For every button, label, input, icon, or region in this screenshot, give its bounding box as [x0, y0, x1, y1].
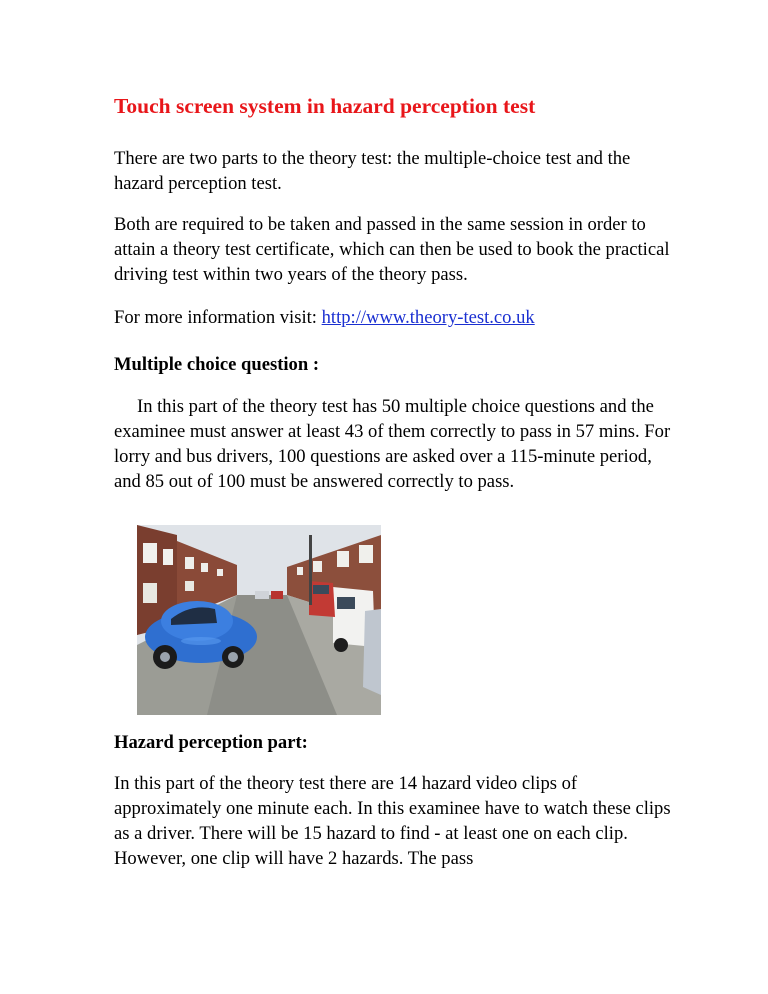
requirements-paragraph: Both are required to be taken and passed in the same session in order to attain a theory test certificate, which can then be used to book the practical driving test within two years of the theory pass.: [114, 214, 670, 285]
hazard-paragraph: In this part of the theory test there are 14 hazard video clips of approximately one minute each. In this examinee have to watch these clips as a driver. There will be 15 hazard to find - at least one on each clip. However, one clip will have 2 hazards. The pass: [114, 773, 671, 869]
street-scene-photo: [137, 525, 381, 715]
mcq-heading: Multiple choice question :: [114, 354, 320, 375]
mcq-body: In this part of the theory test has 50 multiple choice questions and the examinee must answer at least 43 of them correctly to pass in 57 mins. For lorry and bus drivers, 100 questions are asked over a 115-minute period, and 85 out of 100 must be answered correctly to pass.: [114, 396, 671, 492]
info-prefix: For more information visit:: [114, 307, 322, 328]
hazard-heading: Hazard perception part:: [114, 732, 308, 753]
intro-paragraph: There are two parts to the theory test: the multiple-choice test and the hazard perception test.: [114, 148, 631, 194]
info-paragraph: [114, 305, 674, 330]
theory-test-link[interactable]: http://www.theory-test.co.uk: [321, 307, 535, 328]
mcq-paragraph: [114, 394, 674, 494]
page-title: Touch screen system in hazard perception test: [114, 94, 536, 118]
